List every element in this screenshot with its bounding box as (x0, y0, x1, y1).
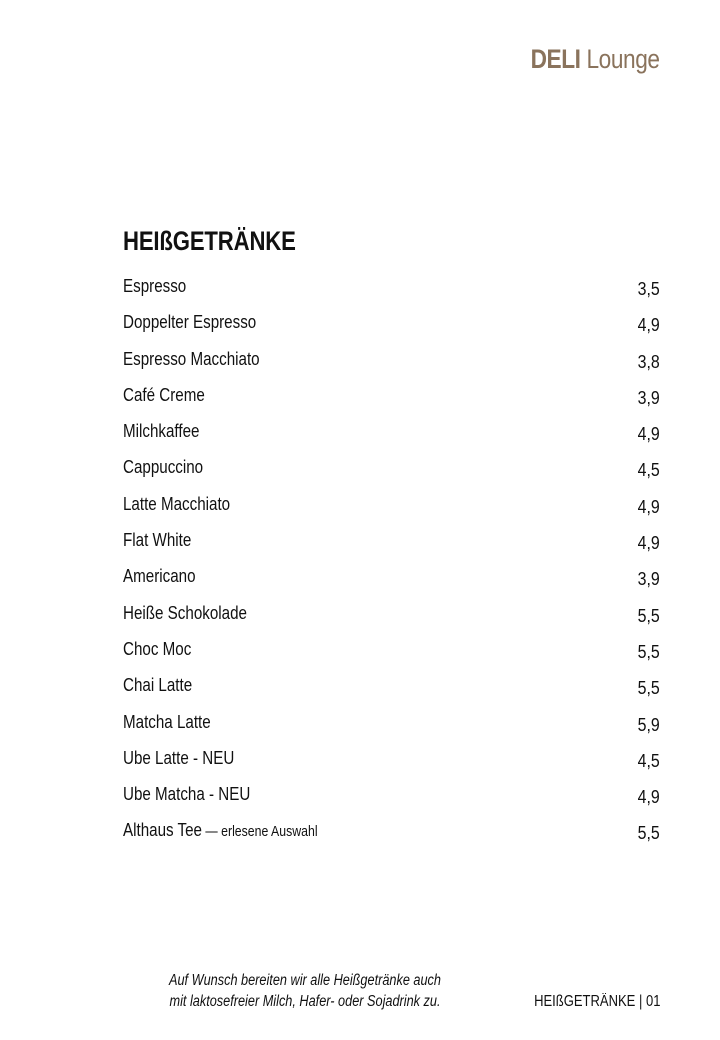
footnote-line-2: mit laktosefreier Milch, Hafer- oder Sojadrink zu. (169, 993, 441, 1010)
menu-item-price: 4,9 (637, 314, 660, 336)
menu-item-name (123, 493, 230, 515)
brand-name-regular: Lounge (586, 44, 660, 74)
menu-item (123, 560, 660, 596)
menu-item-name-text: Doppelter Espresso (123, 311, 257, 333)
menu-item-price: 3,8 (637, 350, 660, 372)
menu-item (123, 814, 660, 850)
menu-item (123, 742, 660, 778)
menu-item (123, 306, 660, 342)
menu-item-name (123, 384, 205, 406)
menu-item (123, 597, 660, 633)
brand-logo (531, 44, 660, 75)
menu-item-price: 3,9 (637, 568, 660, 590)
menu-item-price: 4,5 (637, 459, 660, 481)
menu-item (123, 451, 660, 487)
menu-item (123, 524, 660, 560)
menu-item-name-text: Flat White (123, 529, 192, 551)
menu-item-price: 4,5 (637, 749, 660, 771)
footnote (153, 970, 456, 1012)
menu-item (123, 270, 660, 306)
menu-item-price: 4,9 (637, 423, 660, 445)
menu-item-price: 5,9 (637, 713, 660, 735)
menu-item-price: 4,9 (637, 495, 660, 517)
menu-item-name-text: Café Creme (123, 383, 205, 405)
menu-item-name-text: Ube Matcha - NEU (123, 783, 251, 805)
menu-item (123, 778, 660, 814)
menu-item-name-text: Espresso (123, 275, 187, 296)
menu-item-name (123, 819, 318, 841)
menu-item-price: 3,5 (637, 278, 660, 299)
section-title: HEIßGETRÄNKE (123, 226, 296, 256)
menu-item-name-text: Choc Moc (123, 637, 192, 659)
menu-item-name-text: Chai Latte (123, 674, 193, 696)
menu-item-name (123, 638, 191, 660)
menu-item-name (123, 711, 211, 733)
menu-item-name-text: Milchkaffee (123, 420, 200, 442)
menu-item-price: 4,9 (637, 532, 660, 554)
menu-item (123, 706, 660, 742)
menu-item-name (123, 456, 203, 478)
menu-item-name-text: Latte Macchiato (123, 492, 231, 514)
menu-item-name-text: Ube Latte - NEU (123, 746, 235, 768)
menu-item-price: 5,5 (637, 640, 660, 662)
menu-item (123, 415, 660, 451)
menu-item (123, 669, 660, 705)
menu-item-name (123, 311, 256, 333)
menu-item-name (123, 602, 247, 624)
menu-item-name (123, 348, 260, 370)
menu-item-price: 3,9 (637, 386, 660, 408)
menu-list (123, 270, 660, 851)
menu-item-price: 5,5 (637, 604, 660, 626)
menu-item-name (123, 565, 196, 587)
menu-item (123, 343, 660, 379)
menu-item-name (123, 529, 191, 551)
menu-item-name-text: Espresso Macchiato (123, 347, 260, 369)
menu-item (123, 633, 660, 669)
page-label: HEIßGETRÄNKE | 01 (533, 993, 660, 1010)
menu-item-note: — erlesene Auswahl (202, 823, 318, 841)
menu-item-price: 5,5 (637, 822, 660, 844)
menu-item-price: 5,5 (637, 677, 660, 699)
menu-item-name (123, 783, 250, 805)
footnote-line-1: Auf Wunsch bereiten wir alle Heißgetränke auch (168, 972, 441, 989)
menu-item-name (123, 674, 192, 696)
brand-name-bold: DELI (530, 44, 581, 74)
menu-item-name (123, 275, 186, 297)
menu-item-name (123, 420, 199, 442)
menu-item (123, 488, 660, 524)
menu-item-price: 4,9 (637, 786, 660, 808)
menu-item-name-text: Althaus Tee (123, 819, 203, 841)
menu-item-name (123, 747, 234, 769)
menu-item (123, 379, 660, 415)
menu-item-name-text: Matcha Latte (123, 710, 211, 732)
menu-item-name-text: Heiße Schokolade (123, 601, 247, 623)
menu-item-name-text: Cappuccino (123, 456, 204, 478)
menu-item-name-text: Americano (123, 565, 196, 587)
